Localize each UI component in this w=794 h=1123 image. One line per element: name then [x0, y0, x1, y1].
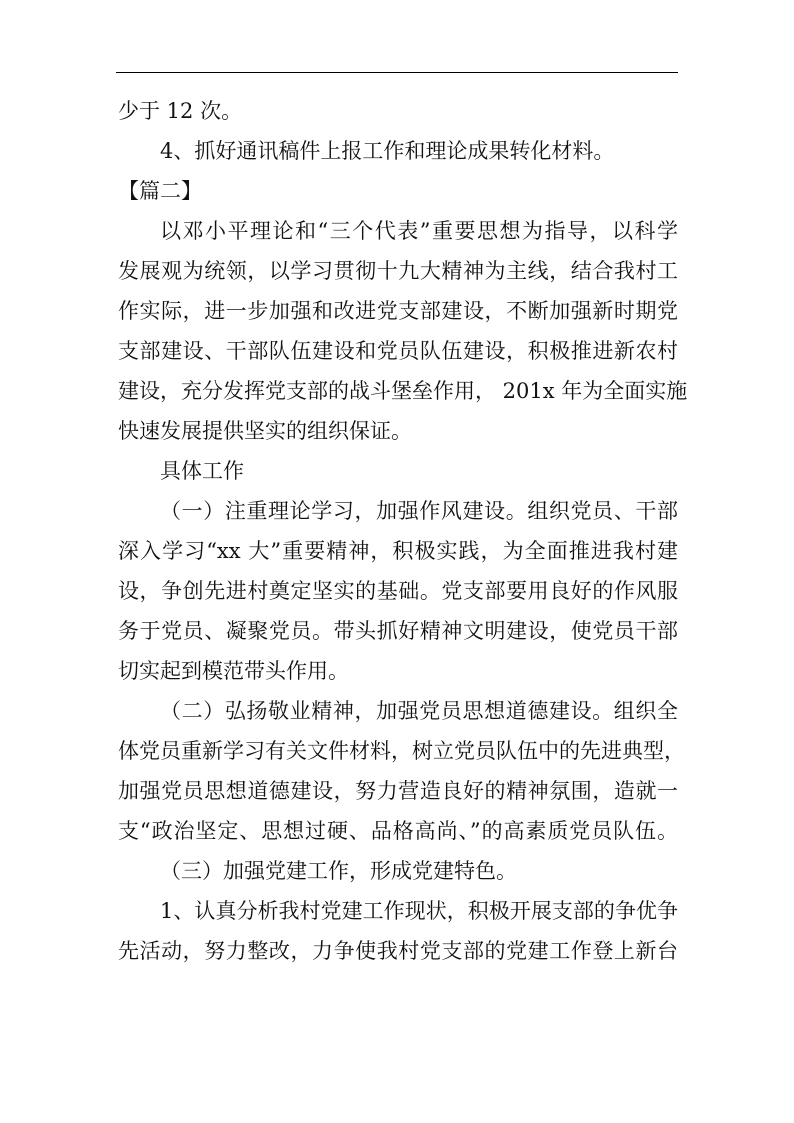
subheading: 具体工作 — [160, 459, 244, 483]
text-line: 体党员重新学习有关文件材料，树立党员队伍中的先进典型， — [118, 739, 685, 763]
header-rule — [116, 72, 678, 73]
text-line: 1、认真分析我村党建工作现状，积极开展支部的争优争 — [160, 899, 678, 923]
text-line: 设，争创先进村奠定坚实的基础。党支部要用良好的作风服 — [118, 579, 678, 603]
text-line: （一）注重理论学习，加强作风建设。组织党员、干部 — [160, 499, 678, 523]
text-line: 少于 12 次。 — [118, 99, 243, 123]
text-line: 支部建设、干部队伍建设和党员队伍建设，积极推进新农村 — [118, 339, 678, 363]
text-line: 发展观为统领，以学习贯彻十九大精神为主线，结合我村工 — [118, 259, 678, 283]
text-line: 快速发展提供坚实的组织保证。 — [118, 419, 412, 443]
text-line: （二）弘扬敬业精神，加强党员思想道德建设。组织全 — [160, 699, 678, 723]
text-line: 4、抓好通讯稿件上报工作和理论成果转化材料。 — [160, 139, 615, 163]
text-line: 以邓小平理论和“三个代表”重要思想为指导，以科学 — [160, 219, 678, 243]
text-line: 加强党员思想道德建设，努力营造良好的精神氛围，造就一 — [118, 779, 678, 803]
text-line: 建设，充分发挥党支部的战斗堡垒作用， 201x 年为全面实施 — [118, 379, 688, 403]
text-line: 支“政治坚定、思想过硬、品格高尚、”的高素质党员队伍。 — [118, 819, 678, 843]
document-body — [118, 91, 688, 971]
text-line: 务于党员、凝聚党员。带头抓好精神文明建设，使党员干部 — [118, 619, 678, 643]
text-line: 先活动，努力整改，力争使我村党支部的党建工作登上新台 — [118, 939, 678, 963]
text-line: （三）加强党建工作，形成党建特色。 — [160, 859, 517, 883]
section-heading: 【篇二】 — [118, 179, 202, 203]
text-line: 切实起到模范带头作用。 — [118, 659, 349, 683]
text-line: 深入学习“xx 大”重要精神，积极实践，为全面推进我村建 — [118, 539, 678, 563]
text-line: 作实际，进一步加强和改进党支部建设，不断加强新时期党 — [118, 299, 678, 323]
